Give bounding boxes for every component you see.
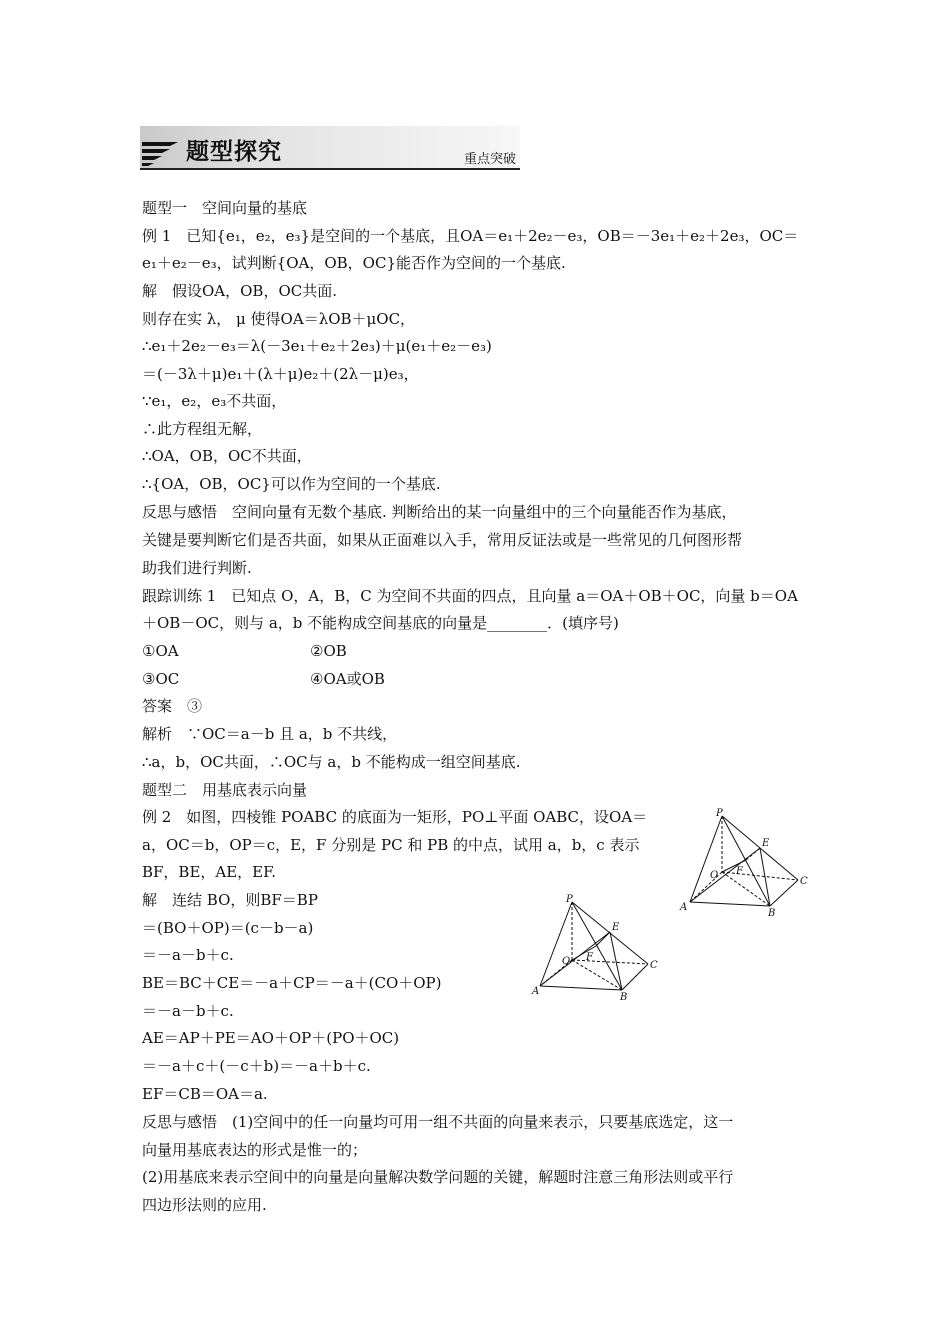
fig2-label-a: A	[532, 986, 540, 997]
fig1-label-o: O	[710, 870, 719, 881]
solution-1-line-5: ∵e₁，e₂，e₃不共面，	[142, 392, 287, 410]
section-subtitle: 重点突破	[463, 152, 516, 167]
reflection-2-line-2: 向量用基底表达的形式是惟一的；	[142, 1141, 368, 1159]
fig1-label-a: A	[680, 902, 688, 913]
analysis-line-1: 解析 ∵OC＝a－b 且 a，b 不共线，	[142, 725, 398, 743]
section-banner	[140, 126, 520, 170]
example-2-line-2: a，OC＝b，OP＝c，E，F 分别是 PC 和 PB 的中点，试用 a，b，c 表示	[142, 836, 640, 854]
reflection-1-line-1: 反思与感悟 空间向量有无数个基底. 判断给出的某一向量组中的三个向量能否作为基底，	[142, 503, 737, 521]
reflection-2-line-1: 反思与感悟 (1)空间中的任一向量均可用一组不共面的向量来表示，只要基底选定，这一	[142, 1113, 734, 1131]
pyramid-figure-lower	[528, 890, 670, 1002]
banner-underline	[140, 168, 520, 170]
fig1-label-b: B	[768, 908, 776, 918]
solution-1-line-4: ＝(－3λ＋μ)e₁＋(λ＋μ)e₂＋(2λ－μ)e₃，	[142, 365, 419, 383]
analysis-line-2: ∴a，b，OC共面，∴OC与 a，b 不能构成一组空间基底.	[142, 753, 521, 771]
fig2-label-e: E	[612, 922, 620, 933]
fig2-label-p: P	[566, 894, 573, 905]
reflection-2-line-4: 四边形法则的应用.	[142, 1196, 267, 1214]
solution-2-line-1: 解 连结 BO，则BF＝BP	[142, 891, 318, 909]
solution-1-line-8: ∴{OA，OB，OC}可以作为空间的一个基底.	[142, 475, 441, 493]
solution-2-line-2: ＝(BO＋OP)＝(c－b－a)	[142, 919, 314, 937]
solution-2-line-7: ＝－a＋c＋(－c＋b)＝－a＋b＋c.	[142, 1057, 371, 1075]
option-4: ④OA或OB	[310, 670, 385, 688]
fig2-label-f: F	[586, 952, 593, 963]
type-two-heading: 题型二 用基底表示向量	[142, 781, 308, 799]
type-one-heading: 题型一 空间向量的基底	[142, 199, 308, 217]
example-2-line-1: 例 2 如图，四棱锥 POABC 的底面为一矩形，PO⊥平面 OABC，设OA＝	[142, 808, 648, 826]
reflection-2-line-3: (2)用基底来表示空间中的向量是向量解决数学问题的关键，解题时注意三角形法则或平行	[142, 1168, 734, 1186]
fig1-label-c: C	[800, 876, 808, 887]
option-2: ②OB	[310, 642, 347, 660]
solution-1-line-7: ∴OA，OB，OC不共面，	[142, 447, 312, 465]
pyramid-figure-upper	[672, 806, 818, 918]
solution-1-line-1: 解 假设OA，OB，OC共面.	[142, 282, 337, 300]
solution-1-line-6: ∴此方程组无解，	[142, 420, 263, 438]
practice-1-line-2: ＋OB－OC，则与 a，b 不能构成空间基底的向量是________．(填序号)	[142, 614, 619, 632]
solution-2-line-8: EF＝CB＝OA＝a.	[142, 1085, 268, 1103]
fig1-label-e: E	[762, 838, 770, 849]
solution-2-line-3: ＝－a－b＋c.	[142, 946, 234, 964]
fig2-label-c: C	[650, 960, 658, 971]
example-1-line-1: 例 1 已知{e₁，e₂，e₃}是空间的一个基底，且OA＝e₁＋2e₂－e₃，OB＝－3e₁＋e₂＋2e₃，OC＝	[142, 227, 799, 245]
stripes-icon	[140, 140, 180, 166]
example-1-line-2: e₁＋e₂－e₃，试判断{OA，OB，OC}能否作为空间的一个基底.	[142, 254, 566, 272]
option-3: ③OC	[142, 670, 180, 688]
fig2-label-o: O	[562, 956, 571, 967]
example-2-line-3: BF，BE，AE，EF.	[142, 863, 276, 881]
option-1: ①OA	[142, 642, 179, 660]
solution-2-line-6: AE＝AP＋PE＝AO＋OP＋(PO＋OC)	[142, 1029, 400, 1047]
reflection-1-line-2: 关键是要判断它们是否共面，如果从正面难以入手，常用反证法或是一些常见的几何图形帮	[142, 531, 743, 549]
fig2-label-b: B	[620, 992, 628, 1002]
practice-1-line-1: 跟踪训练 1 已知点 O，A，B，C 为空间不共面的四点，且向量 a＝OA＋OB＋OC，向量 b＝OA	[142, 587, 798, 605]
solution-2-line-4: BE＝BC＋CE＝－a＋CP＝－a＋(CO＋OP)	[142, 974, 442, 992]
reflection-1-line-3: 助我们进行判断.	[142, 559, 252, 577]
fig1-label-p: P	[716, 808, 723, 819]
solution-1-line-3: ∴e₁＋2e₂－e₃＝λ(－3e₁＋e₂＋2e₃)＋μ(e₁＋e₂－e₃)	[142, 337, 492, 355]
answer-line: 答案 ③	[142, 697, 203, 715]
solution-2-line-5: ＝－a－b＋c.	[142, 1002, 234, 1020]
fig1-label-f: F	[736, 866, 743, 877]
solution-1-line-2: 则存在实 λ， μ 使得OA＝λOB＋μOC，	[142, 310, 416, 328]
section-title: 题型探究	[186, 139, 282, 165]
